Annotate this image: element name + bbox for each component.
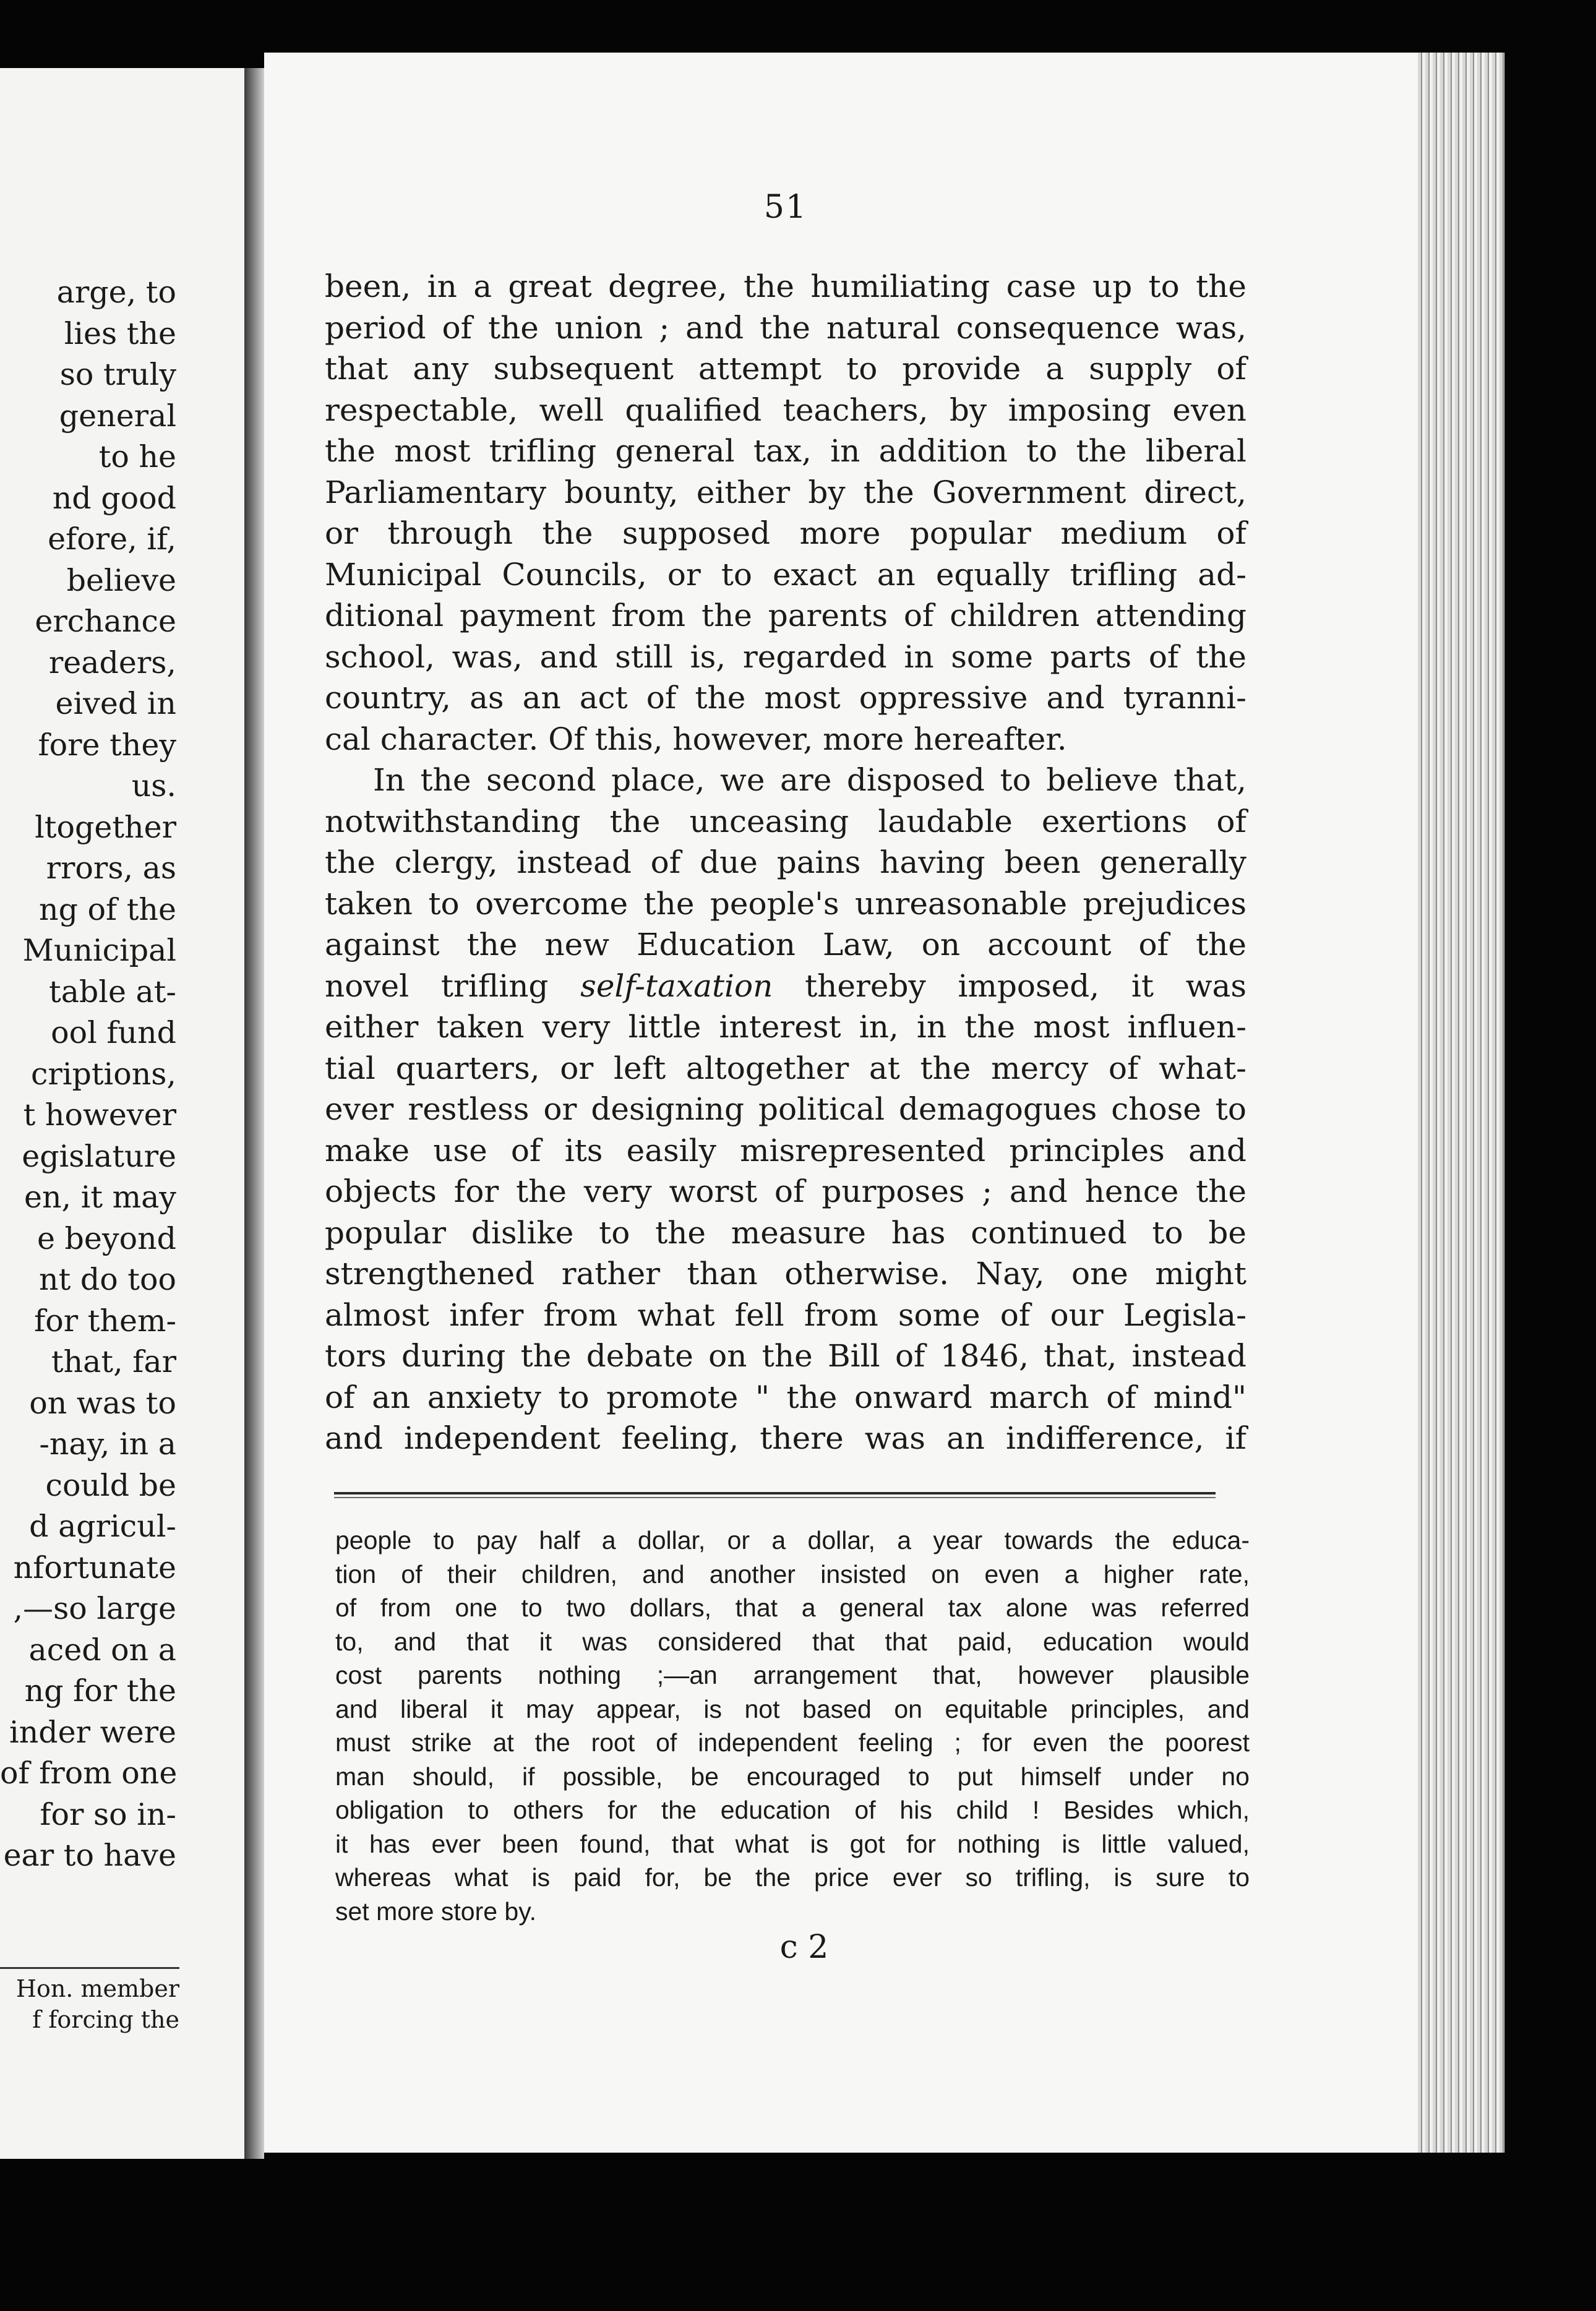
left-line: inder were bbox=[9, 1714, 176, 1750]
left-line: nd good bbox=[52, 480, 176, 516]
text-line: tors during the debate on the Bill of 1846, that, instead bbox=[325, 1338, 1246, 1374]
left-line: arge, to bbox=[56, 275, 176, 310]
text-line: strengthened rather than otherwise. Nay, one might bbox=[325, 1256, 1246, 1292]
left-line: fore they bbox=[38, 727, 176, 763]
text-line: period of the union ; and the natural consequence was, bbox=[325, 309, 1246, 346]
text-line: ditional payment from the parents of children attending bbox=[325, 598, 1246, 633]
footnote-line: people to pay half a dollar, or a dollar, a year towards the educa- bbox=[335, 1526, 1250, 1554]
left-line: eived in bbox=[55, 686, 176, 721]
left-footnote-rule bbox=[0, 1967, 179, 1969]
footnote-line: and liberal it may appear, is not based on equitable principles, and bbox=[335, 1694, 1250, 1723]
left-line: e beyond bbox=[36, 1220, 176, 1256]
footnote-line: to, and that it was considered that that paid, education would bbox=[335, 1627, 1250, 1656]
text-line: tial quarters, or left altogether at the mercy of what- bbox=[325, 1050, 1246, 1086]
footnote-line: it has ever been found, that what is got for nothing is little valued, bbox=[335, 1829, 1250, 1858]
text-line: and independent feeling, there was an indifference, if bbox=[325, 1420, 1246, 1456]
page-number: 51 bbox=[763, 189, 808, 226]
text-line: respectable, well qualified teachers, by imposing even bbox=[325, 392, 1246, 428]
left-line: readers, bbox=[48, 645, 176, 680]
footnote-line: must strike at the root of independent feeling ; for even the poorest bbox=[335, 1728, 1250, 1757]
left-line: -nay, in a bbox=[39, 1426, 176, 1462]
page-edges bbox=[1418, 53, 1504, 2153]
text-line: almost infer from what fell from some of our Legisla- bbox=[325, 1297, 1246, 1333]
left-line: believe bbox=[66, 562, 176, 598]
text-segment: thereby imposed, it was bbox=[805, 967, 1246, 1004]
text-line: objects for the very worst of purposes ; and hence the bbox=[325, 1173, 1246, 1209]
left-page-footnote bbox=[0, 1973, 179, 2035]
text-line: Municipal Councils, or to exact an equally trifling ad- bbox=[325, 556, 1246, 593]
left-line: general bbox=[59, 398, 176, 434]
text-line: that any subsequent attempt to provide a supply of bbox=[325, 351, 1246, 387]
italic-phrase: self-taxation bbox=[580, 967, 773, 1004]
text-line: popular dislike to the measure has continued to be bbox=[325, 1214, 1246, 1251]
left-line: could be bbox=[45, 1467, 176, 1503]
book-gutter bbox=[244, 68, 264, 2159]
left-line: efore, if, bbox=[48, 521, 176, 557]
text-segment: novel trifling bbox=[325, 967, 549, 1004]
left-line: erchance bbox=[35, 604, 176, 639]
left-line: criptions, bbox=[30, 1056, 176, 1092]
left-line: to he bbox=[98, 439, 176, 474]
left-line: of from one bbox=[0, 1756, 178, 1791]
left-line: ng of the bbox=[39, 891, 176, 927]
text-line: Parliamentary bounty, either by the Government direct, bbox=[325, 474, 1246, 510]
footnote-line: set more store by. bbox=[335, 1897, 537, 1926]
footnote bbox=[335, 1524, 1250, 1928]
text-line: school, was, and still is, regarded in some parts of the bbox=[325, 638, 1246, 675]
text-line: country, as an act of the most oppressive and tyranni- bbox=[325, 680, 1246, 716]
text-line: either taken very little interest in, in the most influen- bbox=[325, 1009, 1246, 1045]
left-line: aced on a bbox=[28, 1632, 176, 1668]
left-line: ool fund bbox=[51, 1015, 176, 1050]
left-footnote-line: f forcing the bbox=[32, 2006, 179, 2033]
left-line: ear to have bbox=[3, 1838, 176, 1873]
footnote-line: tion of their children, and another insisted on even a higher rate, bbox=[335, 1559, 1250, 1589]
body-text bbox=[325, 266, 1246, 1459]
text-line: ever restless or designing political demagogues chose to bbox=[325, 1091, 1246, 1127]
left-footnote-line: Hon. member bbox=[15, 1975, 179, 2002]
left-line: d agricul- bbox=[29, 1509, 176, 1544]
left-line: ,—so large bbox=[13, 1591, 176, 1626]
left-line: for so in- bbox=[40, 1796, 176, 1832]
text-line: been, in a great degree, the humiliating case up to the bbox=[325, 268, 1246, 304]
left-line: on was to bbox=[29, 1385, 176, 1421]
text-line: or through the supposed more popular medium of bbox=[325, 515, 1246, 551]
text-line: taken to overcome the people's unreasonable prejudices bbox=[325, 885, 1246, 922]
text-line: make use of its easily misrepresented principles and bbox=[325, 1132, 1246, 1168]
left-line: that, far bbox=[51, 1344, 176, 1379]
footnote-rule bbox=[334, 1492, 1216, 1494]
footnote-line: cost parents nothing ;—an arrangement that, however plausible bbox=[335, 1661, 1250, 1689]
text-line: the most trifling general tax, in addition to the liberal bbox=[325, 433, 1246, 469]
left-line: Municipal bbox=[22, 933, 176, 968]
footnote-line: obligation to others for the education of his child ! Besides which, bbox=[335, 1796, 1250, 1824]
footnote-line: whereas what is paid for, be the price ever so trifling, is sure to bbox=[335, 1863, 1250, 1892]
left-line: so truly bbox=[59, 357, 176, 392]
left-line: us. bbox=[131, 768, 176, 804]
left-line: for them- bbox=[34, 1303, 176, 1339]
left-page-text bbox=[0, 272, 176, 1877]
footnote-rule-secondary bbox=[334, 1497, 1216, 1498]
left-line: egislature bbox=[22, 1138, 176, 1174]
text-line: the clergy, instead of due pains having been generally bbox=[325, 844, 1246, 880]
text-line: of an anxiety to promote " the onward march of mind" bbox=[325, 1379, 1246, 1415]
left-line: nt do too bbox=[39, 1262, 176, 1297]
signature-mark: c 2 bbox=[779, 1929, 829, 1966]
left-page-fragment bbox=[0, 68, 246, 2159]
text-line: In the second place, we are disposed to believe that, bbox=[373, 762, 1246, 798]
text-line: cal character. Of this, however, more hereafter. bbox=[325, 721, 1067, 757]
left-line: lies the bbox=[64, 315, 176, 351]
left-line: nfortunate bbox=[13, 1550, 176, 1585]
left-line: rrors, as bbox=[46, 851, 176, 886]
left-line: ng for the bbox=[24, 1673, 176, 1709]
text-line: against the new Education Law, on account of the bbox=[325, 927, 1246, 963]
left-line: t however bbox=[23, 1097, 176, 1133]
footnote-line: man should, if possible, be encouraged to put himself under no bbox=[335, 1762, 1250, 1791]
left-line: en, it may bbox=[24, 1180, 176, 1215]
text-line: notwithstanding the unceasing laudable exertions of bbox=[325, 803, 1246, 839]
footnote-line: of from one to two dollars, that a general tax alone was referred bbox=[335, 1593, 1250, 1622]
left-line: ltogether bbox=[35, 809, 176, 845]
left-line: table at- bbox=[49, 974, 176, 1010]
text-line-with-italic bbox=[325, 966, 1246, 1007]
